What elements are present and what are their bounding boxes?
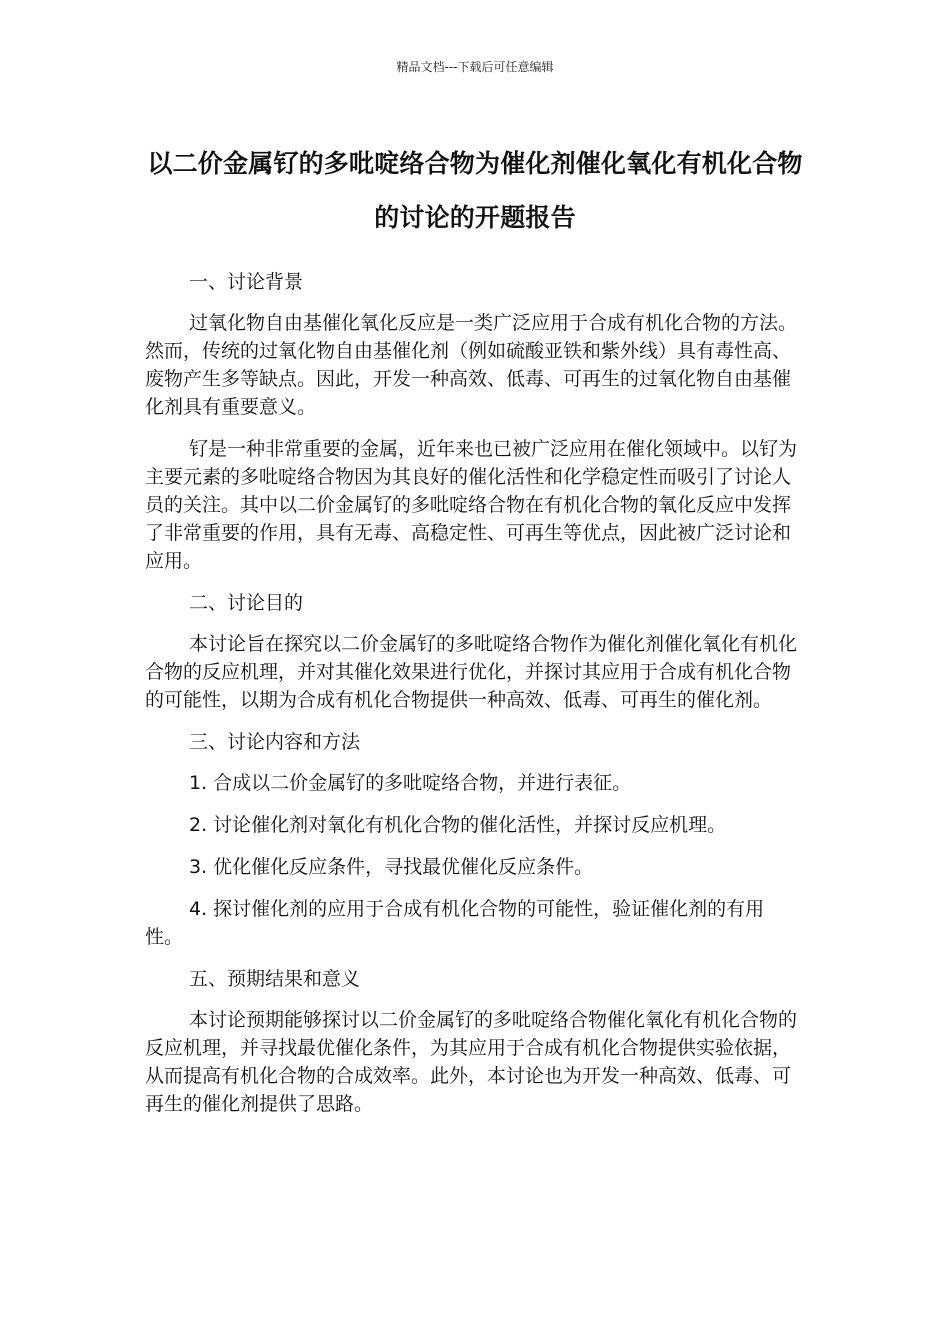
section-heading: 五、预期结果和意义 [189, 968, 361, 990]
document-body [145, 268, 797, 1132]
header-note: 精品文档---下载后可任意编辑 [396, 60, 554, 74]
section-heading: 一、讨论背景 [189, 271, 304, 293]
list-item: 1. 合成以二价金属钌的多吡啶络合物，并进行表征。 [189, 772, 632, 794]
list-item: 3. 优化催化反应条件，寻找最优催化反应条件。 [189, 856, 594, 878]
list-item: 2. 讨论催化剂对氧化有机化合物的催化活性，并探讨反应机理。 [189, 814, 727, 836]
body-paragraph: 本讨论预期能够探讨以二价金属钌的多吡啶络合物催化氧化有机化合物的反应机理，并寻找最优催化条件，为其应用于合成有机化合物提供实验依据，从而提高有机化合物的合成效率。此外，本讨论也为开发一种高效、低毒、可再生的催化剂提供了思路。 [145, 1009, 798, 1115]
section-heading: 三、讨论内容和方法 [189, 731, 361, 753]
body-paragraph: 钌是一种非常重要的金属，近年来也已被广泛应用在催化领域中。以钌为主要元素的多吡啶络合物因为其良好的催化活性和化学稳定性而吸引了讨论人员的关注。其中以二价金属钌的多吡啶络合物在有机化合物的氧化反应中发挥了非常重要的作用，具有无毒、高稳定性、可再生等优点，因此被广泛讨论和应用。 [145, 438, 798, 572]
document-title: 以二价金属钌的多吡啶络合物为催化剂催化氧化有机化合物的讨论的开题报告 [147, 149, 803, 232]
body-paragraph: 本讨论旨在探究以二价金属钌的多吡啶络合物作为催化剂催化氧化有机化合物的反应机理，并对其催化效果进行优化，并探讨其应用于合成有机化合物的可能性，以期为合成有机化合物提供一种高效、低毒、可再生的催化剂。 [145, 633, 798, 711]
section-heading: 二、讨论目的 [189, 592, 304, 614]
body-paragraph: 过氧化物自由基催化氧化反应是一类广泛应用于合成有机化合物的方法。然而，传统的过氧化物自由基催化剂（例如硫酸亚铁和紫外线）具有毒性高、废物产生多等缺点。因此，开发一种高效、低毒、可再生的过氧化物自由基催化剂具有重要意义。 [145, 312, 798, 418]
list-item: 4. 探讨催化剂的应用于合成有机化合物的可能性，验证催化剂的有用性。 [145, 898, 765, 948]
